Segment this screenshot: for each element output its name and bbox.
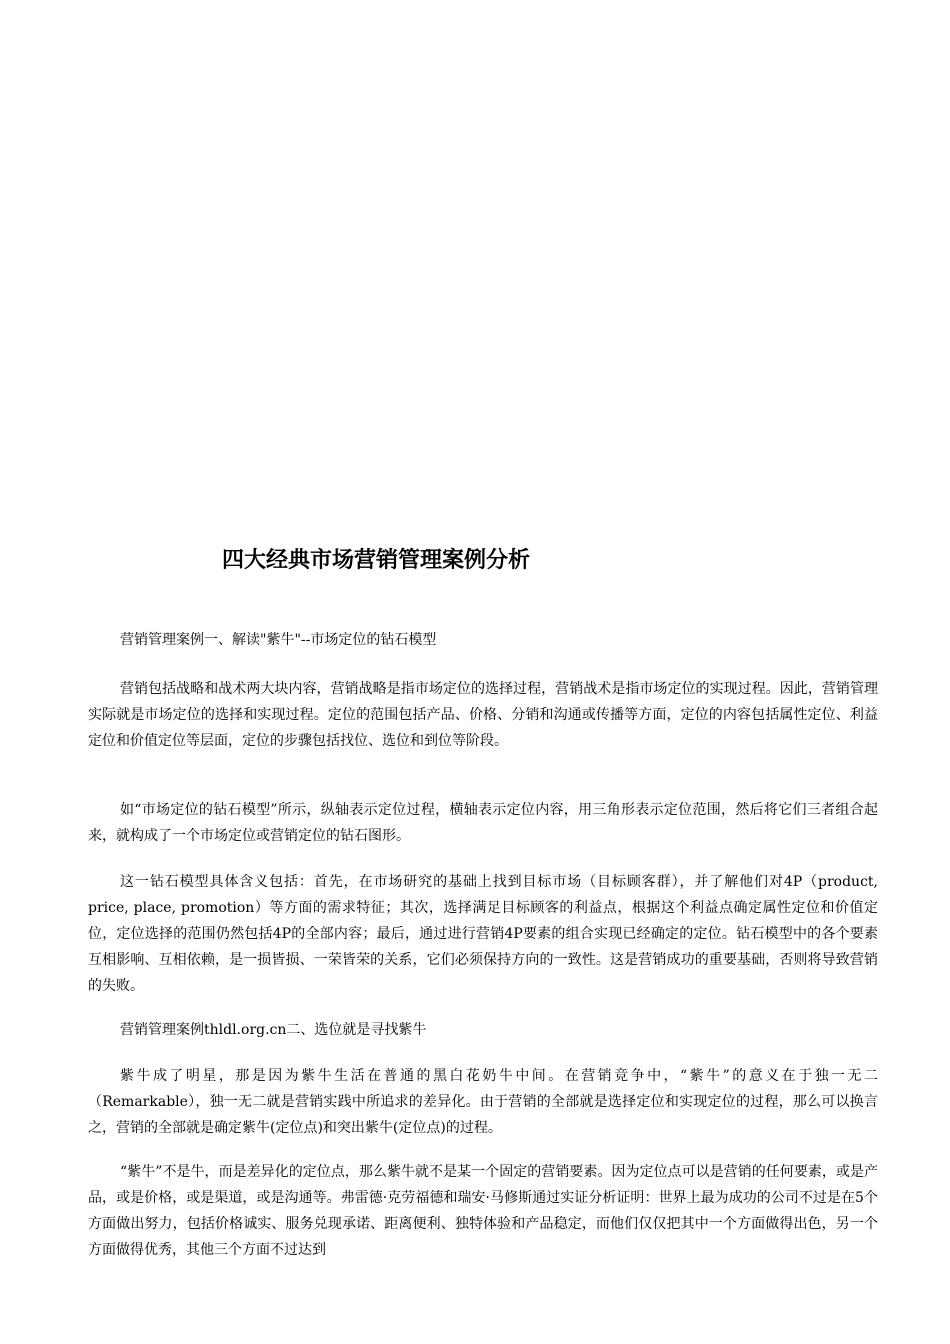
document-title: 四大经典市场营销管理案例分析 xyxy=(222,548,531,573)
case-one-heading: 营销管理案例一、解读"紫牛"--市场定位的钻石模型 xyxy=(120,632,437,648)
paragraph-purple-cow-star: 紫牛成了明星，那是因为紫牛生活在普通的黑白花奶牛中间。在营销竞争中，“紫牛”的意义在于独一无二（Remarkable），独一无二就是营销实践中所追求的差异化。由于营销的全部就是选择定位和实现定位的过程，那么可以换言之，营销的全部就是确定紫牛(定位点)和突出紫牛(定位点)的过程。 xyxy=(88,1068,878,1136)
paragraph-marketing-strategy: 营销包括战略和战术两大块内容，营销战略是指市场定位的选择过程，营销战术是指市场定位的实现过程。因此，营销管理实际就是市场定位的选择和实现过程。定位的范围包括产品、价格、分销和沟通或传播等方面，定位的内容包括属性定位、利益定位和价值定位等层面，定位的步骤包括找位、选位和到位等阶段。 xyxy=(88,681,878,749)
paragraph-diamond-model-intro: 如“市场定位的钻石模型”所示，纵轴表示定位过程，横轴表示定位内容，用三角形表示定位范围，然后将它们三者组合起来，就构成了一个市场定位或营销定位的钻石图形。 xyxy=(88,802,878,844)
paragraph-purple-cow-differentiation: “紫牛”不是牛，而是差异化的定位点，那么紫牛就不是某一个固定的营销要素。因为定位点可以是营销的任何要素，或是产品，或是价格，或是渠道，或是沟通等。弗雷德·克劳福德和瑞安·马修斯通过实证分析证明：世界上最为成功的公司不过是在5个方面做出努力，包括价格诚实、服务兑现承诺、距离便利、独特体验和产品稳定，而他们仅仅把其中一个方面做得出色，另一个方面做得优秀，其他三个方面不过达到 xyxy=(88,1164,878,1258)
paragraph-diamond-model-meaning: 这一钻石模型具体含义包括：首先，在市场研究的基础上找到目标市场（目标顾客群），并了解他们对4P（product, price, place, promotion）等方面的需求特征；其次，选择满足目标顾客的利益点，根据这个利益点确定属性定位和价值定位，定位选择的范围仍然包括4P的全部内容；最后，通过进行营销4P要素的组合实现已经确定的定位。钻石模型中的各个要素互相影响、互相依赖，是一损皆损、一荣皆荣的关系，它们必须保持方向的一致性。这是营销成功的重要基础，否则将导致营销的失败。 xyxy=(88,874,878,994)
case-two-heading: 营销管理案例thldl.org.cn二、选位就是寻找紫牛 xyxy=(120,1022,427,1038)
